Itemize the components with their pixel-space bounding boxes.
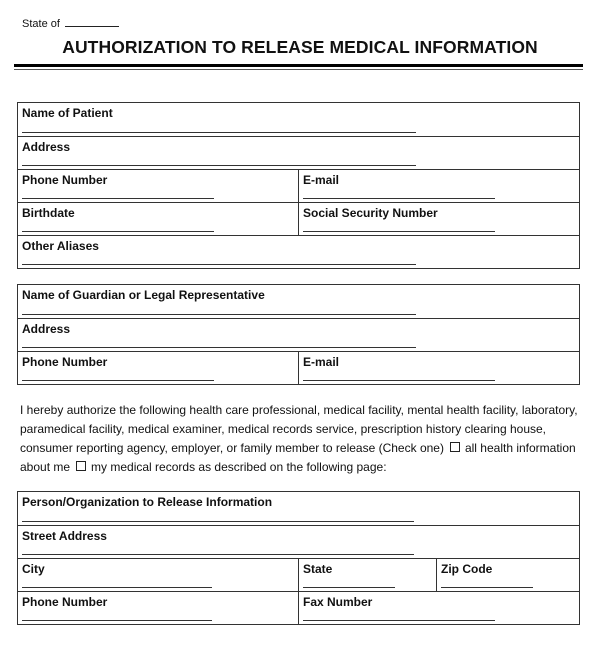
releaser-phone-input[interactable] — [22, 620, 212, 621]
releaser-street-label: Street Address — [22, 529, 107, 543]
guardian-phone-label: Phone Number — [22, 355, 108, 369]
releaser-name-label: Person/Organization to Release Information — [22, 495, 273, 509]
releaser-name-input[interactable] — [22, 521, 414, 522]
releaser-name-row — [18, 492, 579, 525]
state-input[interactable] — [65, 17, 119, 27]
guardian-address-row — [18, 318, 579, 351]
authorization-paragraph — [20, 401, 585, 477]
patient-aliases-row — [18, 235, 579, 268]
releaser-street-input[interactable] — [22, 554, 414, 555]
medical-records-label: my medical records as described on the following page: — [91, 460, 387, 474]
patient-birthdate-row — [18, 202, 579, 235]
patient-aliases-label: Other Aliases — [22, 239, 99, 253]
patient-name-label: Name of Patient — [22, 106, 113, 120]
releaser-street-row — [18, 525, 579, 558]
guardian-section — [17, 284, 580, 385]
patient-phone-label: Phone Number — [22, 173, 108, 187]
authorization-line-3-text: consumer reporting agency, employer, or family member to release (Check one) — [20, 441, 444, 455]
patient-birthdate-label: Birthdate — [22, 206, 75, 220]
all-health-info-label: all health information — [464, 441, 576, 455]
authorization-line-3 — [20, 439, 585, 458]
authorization-line-1: I hereby authorize the following health care professional, medical facility, mental health facility, laboratory, — [20, 403, 578, 417]
releaser-fax-label: Fax Number — [303, 595, 373, 609]
releaser-phone-row — [18, 591, 579, 624]
releaser-state-label: State — [303, 562, 333, 576]
releaser-state-input[interactable] — [303, 587, 395, 588]
patient-name-input[interactable] — [22, 132, 416, 133]
state-label: State of — [22, 18, 60, 30]
releaser-zip-input[interactable] — [441, 587, 533, 588]
releaser-fax-input[interactable] — [303, 620, 495, 621]
patient-name-row — [18, 103, 579, 136]
authorization-line-2: paramedical facility, medical examiner, medical records service, prescription history clearing house, — [20, 422, 546, 436]
authorization-line-4 — [20, 458, 585, 477]
patient-phone-input[interactable] — [22, 198, 214, 199]
patient-phone-row — [18, 169, 579, 202]
releaser-phone-label: Phone Number — [22, 595, 108, 609]
patient-ssn-input[interactable] — [303, 231, 495, 232]
guardian-name-input[interactable] — [22, 314, 416, 315]
guardian-email-label: E-mail — [303, 355, 340, 369]
releaser-city-input[interactable] — [22, 587, 212, 588]
patient-address-label: Address — [22, 140, 71, 154]
medical-records-checkbox[interactable] — [76, 461, 86, 471]
guardian-phone-input[interactable] — [22, 380, 214, 381]
guardian-address-input[interactable] — [22, 347, 416, 348]
state-field — [22, 17, 119, 30]
authorization-line-4-text: about me — [20, 460, 71, 474]
patient-ssn-label: Social Security Number — [303, 206, 438, 220]
patient-address-input[interactable] — [22, 165, 416, 166]
title-rule-thick — [14, 64, 583, 67]
patient-section — [17, 102, 580, 269]
patient-address-row — [18, 136, 579, 169]
patient-email-input[interactable] — [303, 198, 495, 199]
guardian-address-label: Address — [22, 322, 71, 336]
patient-aliases-input[interactable] — [22, 264, 416, 265]
guardian-phone-row — [18, 351, 579, 384]
releaser-city-label: City — [22, 562, 45, 576]
form-title: AUTHORIZATION TO RELEASE MEDICAL INFORMATION — [62, 37, 538, 57]
title-rule-thin — [14, 69, 583, 70]
releaser-section — [17, 491, 580, 625]
patient-email-label: E-mail — [303, 173, 340, 187]
releaser-city-row — [18, 558, 579, 591]
releaser-zip-label: Zip Code — [441, 562, 493, 576]
guardian-name-label: Name of Guardian or Legal Representative — [22, 288, 265, 302]
all-health-info-checkbox[interactable] — [450, 442, 460, 452]
guardian-name-row — [18, 285, 579, 318]
patient-birthdate-input[interactable] — [22, 231, 214, 232]
guardian-email-input[interactable] — [303, 380, 495, 381]
